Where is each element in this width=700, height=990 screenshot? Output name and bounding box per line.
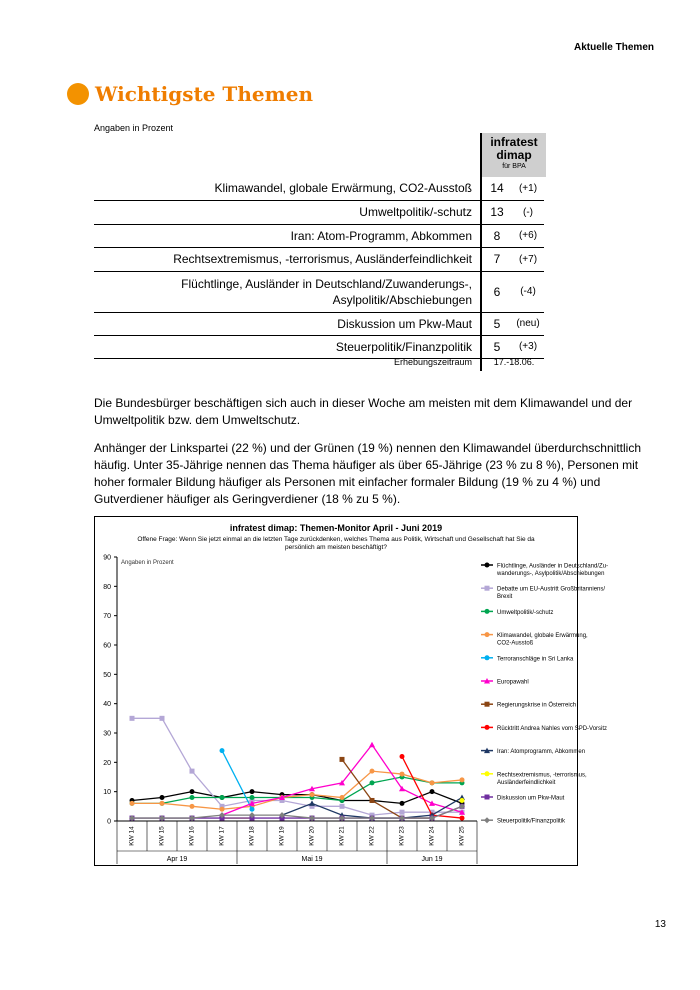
data-point [160, 801, 165, 806]
y-tick-label: 40 [103, 701, 111, 709]
data-point [400, 754, 405, 759]
chart-frame [94, 516, 609, 866]
y-tick-label: 20 [103, 759, 111, 767]
x-tick-label: KW 21 [338, 826, 346, 846]
chart-subtitle: Offene Frage: Wenn Sie jetzt einmal an die letzten Tage zurückdenken, welches Thema aus Politik, Wirtschaft und Gesellschaft hat Sie da persönlich am meisten beschäftigt? [137, 536, 535, 551]
data-point [340, 804, 345, 809]
y-tick-label: 0 [107, 818, 111, 826]
table-row [94, 177, 544, 200]
table-row [94, 200, 544, 224]
topic-change: (+6) [512, 224, 544, 247]
data-point [400, 810, 405, 815]
topic-label-line2: Asylpolitik/Abschiebungen [332, 292, 472, 307]
units-note: Angaben in Prozent [94, 123, 174, 133]
data-point [250, 795, 255, 800]
legend-label: Steuerpolitik/Finanzpolitik [497, 818, 566, 825]
legend-label: Debatte um EU-Austritt Großbritanniens/ [497, 586, 606, 593]
data-point [370, 769, 375, 774]
data-point [460, 816, 465, 821]
x-tick-label: KW 14 [128, 826, 136, 846]
legend-marker [485, 795, 490, 800]
y-tick-label: 70 [103, 613, 111, 621]
legend-label: Umweltpolitik/-schutz [497, 609, 554, 616]
topic-value: 5 [481, 335, 512, 358]
topic-value: 7 [481, 247, 512, 271]
data-point [369, 742, 375, 748]
data-point [429, 800, 435, 806]
line-chart [95, 517, 609, 865]
data-point [430, 789, 435, 794]
data-point [460, 798, 465, 803]
legend-label: Ausländerfeindlichkeit [497, 779, 556, 786]
topic-label: Diskussion um Pkw-Maut [94, 312, 481, 335]
data-point [160, 716, 165, 721]
data-point [190, 804, 195, 809]
x-tick-label: KW 25 [458, 826, 466, 846]
source-client: für BPA [502, 163, 526, 170]
source-header [480, 133, 546, 177]
y-tick-label: 10 [103, 789, 111, 797]
legend-label: Europawahl [497, 679, 529, 686]
topic-change: (+3) [512, 335, 544, 358]
legend-label: Flüchtlinge, Ausländer in Deutschland/Zu- [497, 563, 609, 570]
data-point [250, 789, 255, 794]
data-point [130, 801, 135, 806]
x-tick-label: KW 22 [368, 826, 376, 846]
topic-label: Umweltpolitik/-schutz [94, 200, 481, 224]
x-tick-label: KW 17 [218, 826, 226, 846]
page-number: 13 [654, 919, 666, 930]
legend-marker [485, 609, 490, 614]
month-label: Apr 19 [166, 856, 188, 863]
legend-label: CO2-Ausstoß [497, 640, 534, 647]
y-tick-label: 50 [103, 671, 111, 679]
topic-change: (+1) [512, 177, 544, 200]
paragraph: Anhänger der Linkspartei (22 %) und der Grünen (19 %) nennen den Klimawandel überdurchschnittlich häufig. Unter 35-Jährige nennen das Thema häufiger als über 65-Jährige (23 % zu 8 %), Personen mit hoher formaler Bildung häufiger als Personen mit einfacher formaler Bildung (19 % zu 4 %) und Gutverdiener häufiger als Geringverdiener (18 % zu 5 %). [94, 441, 641, 506]
data-point [309, 800, 315, 806]
legend-label: Terroranschläge in Sri Lanka [497, 656, 574, 663]
x-tick-label: KW 20 [308, 826, 316, 846]
paragraph: Die Bundesbürger beschäftigen sich auch in dieser Woche am meisten mit dem Klimawandel und der Umweltpolitik bzw. dem Umweltschutz. [94, 396, 633, 427]
legend-marker [484, 817, 490, 823]
y-axis-note: Angaben in Prozent [121, 560, 174, 566]
source-name: infratest [490, 135, 538, 149]
table-row [94, 312, 544, 335]
survey-period-label: Erhebungszeitraum [393, 357, 472, 367]
data-point [220, 807, 225, 812]
legend-label: Brexit [497, 594, 513, 601]
x-tick-label: KW 19 [278, 826, 286, 846]
chart-title: infratest dimap: Themen-Monitor April - Juni 2019 [229, 523, 443, 533]
x-tick-label: KW 23 [398, 826, 406, 846]
data-point [220, 748, 225, 753]
y-tick-label: 30 [103, 730, 111, 738]
topic-label: Klimawandel, globale Erwärmung, CO2-Ausstoß [94, 177, 481, 200]
data-point [190, 769, 195, 774]
topic-value: 6 [481, 271, 512, 312]
legend-label: wanderungs-, Asylpolitik/Abschiebungen [497, 571, 605, 577]
table-row [94, 247, 544, 271]
topic-change: (+7) [512, 247, 544, 271]
topic-change: (-4) [512, 271, 544, 312]
legend-marker [485, 655, 490, 660]
survey-period-row [94, 353, 544, 371]
data-point [220, 795, 225, 800]
y-tick-label: 90 [103, 554, 111, 562]
data-point [160, 795, 165, 800]
legend-label: Rechtsextremismus, -terrorismus, [497, 772, 587, 779]
topic-value: 8 [481, 224, 512, 247]
x-tick-label: KW 24 [428, 826, 436, 846]
x-tick-label: KW 18 [248, 826, 256, 846]
series-line [222, 751, 252, 810]
source-name-2: dimap [496, 148, 532, 162]
legend-marker [485, 586, 490, 591]
legend-label: Rücktritt Andrea Nahles vom SPD-Vorsitz [497, 725, 608, 732]
month-label: Jun 19 [421, 856, 443, 863]
topic-change: (-) [512, 200, 544, 224]
legend-marker [485, 771, 490, 776]
legend-marker [485, 632, 490, 637]
data-point [430, 780, 435, 785]
topic-change: (neu) [512, 312, 544, 335]
data-point [400, 801, 405, 806]
topic-label: Iran: Atom-Programm, Abkommen [94, 224, 481, 247]
topic-label: Rechtsextremismus, -terrorismus, Ausländerfeindlichkeit [94, 247, 481, 271]
legend-marker [485, 702, 490, 707]
month-label: Mai 19 [301, 856, 323, 863]
data-point [400, 772, 405, 777]
data-point [460, 777, 465, 782]
data-point [250, 807, 255, 812]
legend-marker [485, 563, 490, 568]
data-point [340, 757, 345, 762]
series-line [132, 718, 462, 815]
topic-label-line1: Flüchtlinge, Ausländer in Deutschland/Zuwanderungs-, [181, 276, 472, 291]
topic-value: 13 [481, 200, 512, 224]
topic-value: 14 [481, 177, 512, 200]
x-tick-label: KW 16 [188, 826, 196, 846]
data-point [130, 716, 135, 721]
data-point [340, 795, 345, 800]
data-point [310, 792, 315, 797]
section-label: Aktuelle Themen [573, 42, 654, 53]
topic-value: 5 [481, 312, 512, 335]
survey-period-value: 17.-18.06. [480, 353, 546, 371]
topics-table [94, 177, 544, 359]
data-point [190, 795, 195, 800]
table-row [94, 271, 544, 312]
series-line [402, 756, 462, 818]
topic-label [94, 271, 481, 312]
page-title: Wichtigste Themen [95, 82, 314, 106]
data-point [370, 780, 375, 785]
legend-label: Iran: Atomprogramm, Abkommen [497, 749, 586, 756]
legend-label: Regierungskrise in Österreich [497, 702, 577, 709]
y-tick-label: 60 [103, 642, 111, 650]
x-tick-label: KW 15 [158, 826, 166, 846]
y-tick-label: 80 [103, 583, 111, 591]
legend-marker [485, 725, 490, 730]
legend-label: Klimawandel, globale Erwärmung, [497, 633, 588, 640]
data-point [190, 789, 195, 794]
topic-label: Steuerpolitik/Finanzpolitik [94, 335, 481, 358]
data-point [370, 798, 375, 803]
table-row [94, 224, 544, 247]
title-bullet-icon [67, 83, 89, 105]
legend-label: Diskussion um Pkw-Maut [497, 795, 565, 802]
